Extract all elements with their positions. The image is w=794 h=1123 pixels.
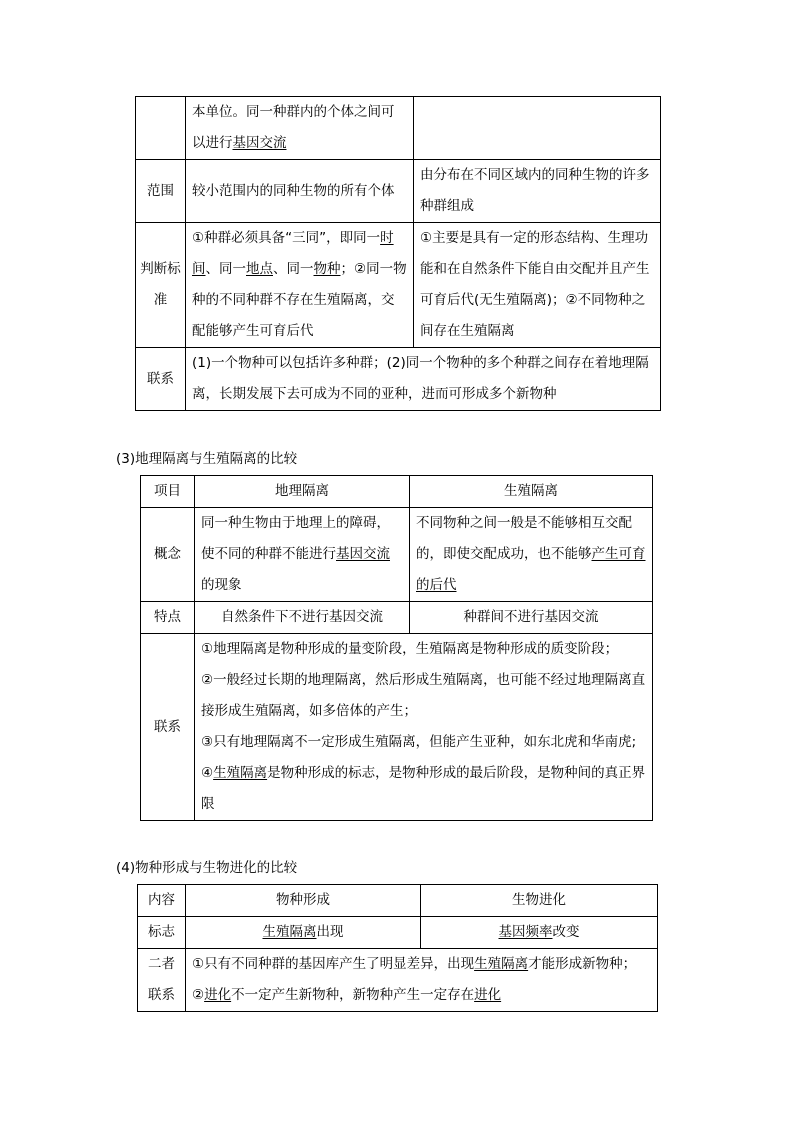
section-title: (4)物种形成与生物进化的比较 [116, 860, 298, 876]
row-label-feature: 特点 [141, 602, 195, 634]
table-cell: 自然条件下不进行基因交流 [195, 602, 410, 634]
row-label-mark: 标志 [138, 917, 186, 949]
table-cell: 不同物种之间一般是不能够相互交配的，即使交配成功，也不能够产生可育的后代 [410, 508, 653, 602]
table-row [138, 917, 658, 949]
table-row [138, 949, 658, 1012]
table-row [136, 97, 661, 160]
table-cell: ①主要是具有一定的形态结构、生理功能和在自然条件下能自由交配并且产生可育后代(无生殖隔离)；②不同物种之间存在生殖隔离 [414, 223, 661, 348]
row-label-scope: 范围 [136, 160, 186, 223]
row-label-relation: 联系 [136, 348, 186, 411]
table-cell [136, 97, 186, 160]
column-header: 生殖隔离 [410, 476, 653, 508]
table-header-row [138, 885, 658, 917]
table-cell [414, 97, 661, 160]
table-row [136, 348, 661, 411]
row-label-concept: 概念 [141, 508, 195, 602]
relation-line: ②进化不一定产生新物种，新物种产生一定存在进化 [192, 987, 502, 1003]
table-row [136, 160, 661, 223]
section-title: (3)地理隔离与生殖隔离的比较 [116, 451, 298, 467]
row-label-relation: 二者联系 [138, 949, 186, 1012]
table-cell: 由分布在不同区域内的同种生物的许多种群组成 [414, 160, 661, 223]
table-row [136, 223, 661, 348]
column-header: 生物进化 [421, 885, 658, 917]
isolation-comparison-table [140, 475, 653, 821]
table-cell: 同一种生物由于地理上的障碍，使不同的种群不能进行基因交流的现象 [195, 508, 410, 602]
relation-line: ③只有地理隔离不一定形成生殖隔离，但能产生亚种，如东北虎和华南虎; [201, 734, 637, 750]
relation-line: ②一般经过长期的地理隔离，然后形成生殖隔离，也可能不经过地理隔离直接形成生殖隔离，如多倍体的产生； [201, 672, 646, 719]
row-label-criteria: 判断标准 [136, 223, 186, 348]
species-population-table [135, 96, 661, 411]
column-header: 物种形成 [186, 885, 421, 917]
table-cell: ①种群必须具备“三同”，即同一时间、同一地点、同一物种；②同一物种的不同种群不存在生殖隔离，交配能够产生可育后代 [186, 223, 414, 348]
column-header: 内容 [138, 885, 186, 917]
relation-line: ④生殖隔离是物种形成的标志，是物种形成的最后阶段，是物种间的真正界限 [201, 765, 646, 812]
table-cell [186, 949, 658, 1012]
table-cell: 生殖隔离出现 [186, 917, 421, 949]
table-cell: 基因频率改变 [421, 917, 658, 949]
table-row [141, 634, 653, 821]
column-header: 地理隔离 [195, 476, 410, 508]
table-row [141, 602, 653, 634]
column-header: 项目 [141, 476, 195, 508]
speciation-evolution-table [137, 884, 658, 1012]
table-cell: (1)一个物种可以包括许多种群；(2)同一个物种的多个种群之间存在着地理隔离，长期发展下去可成为不同的亚种，进而可形成多个新物种 [186, 348, 661, 411]
table-header-row [141, 476, 653, 508]
table-cell: 种群间不进行基因交流 [410, 602, 653, 634]
table-cell: 较小范围内的同种生物的所有个体 [186, 160, 414, 223]
table-cell [195, 634, 653, 821]
relation-line: ①只有不同种群的基因库产生了明显差异，出现生殖隔离才能形成新物种； [192, 956, 637, 972]
table-row [141, 508, 653, 602]
table-cell: 本单位。同一种群内的个体之间可以进行基因交流 [186, 97, 414, 160]
row-label-relation: 联系 [141, 634, 195, 821]
relation-line: ①地理隔离是物种形成的量变阶段，生殖隔离是物种形成的质变阶段； [201, 641, 619, 657]
